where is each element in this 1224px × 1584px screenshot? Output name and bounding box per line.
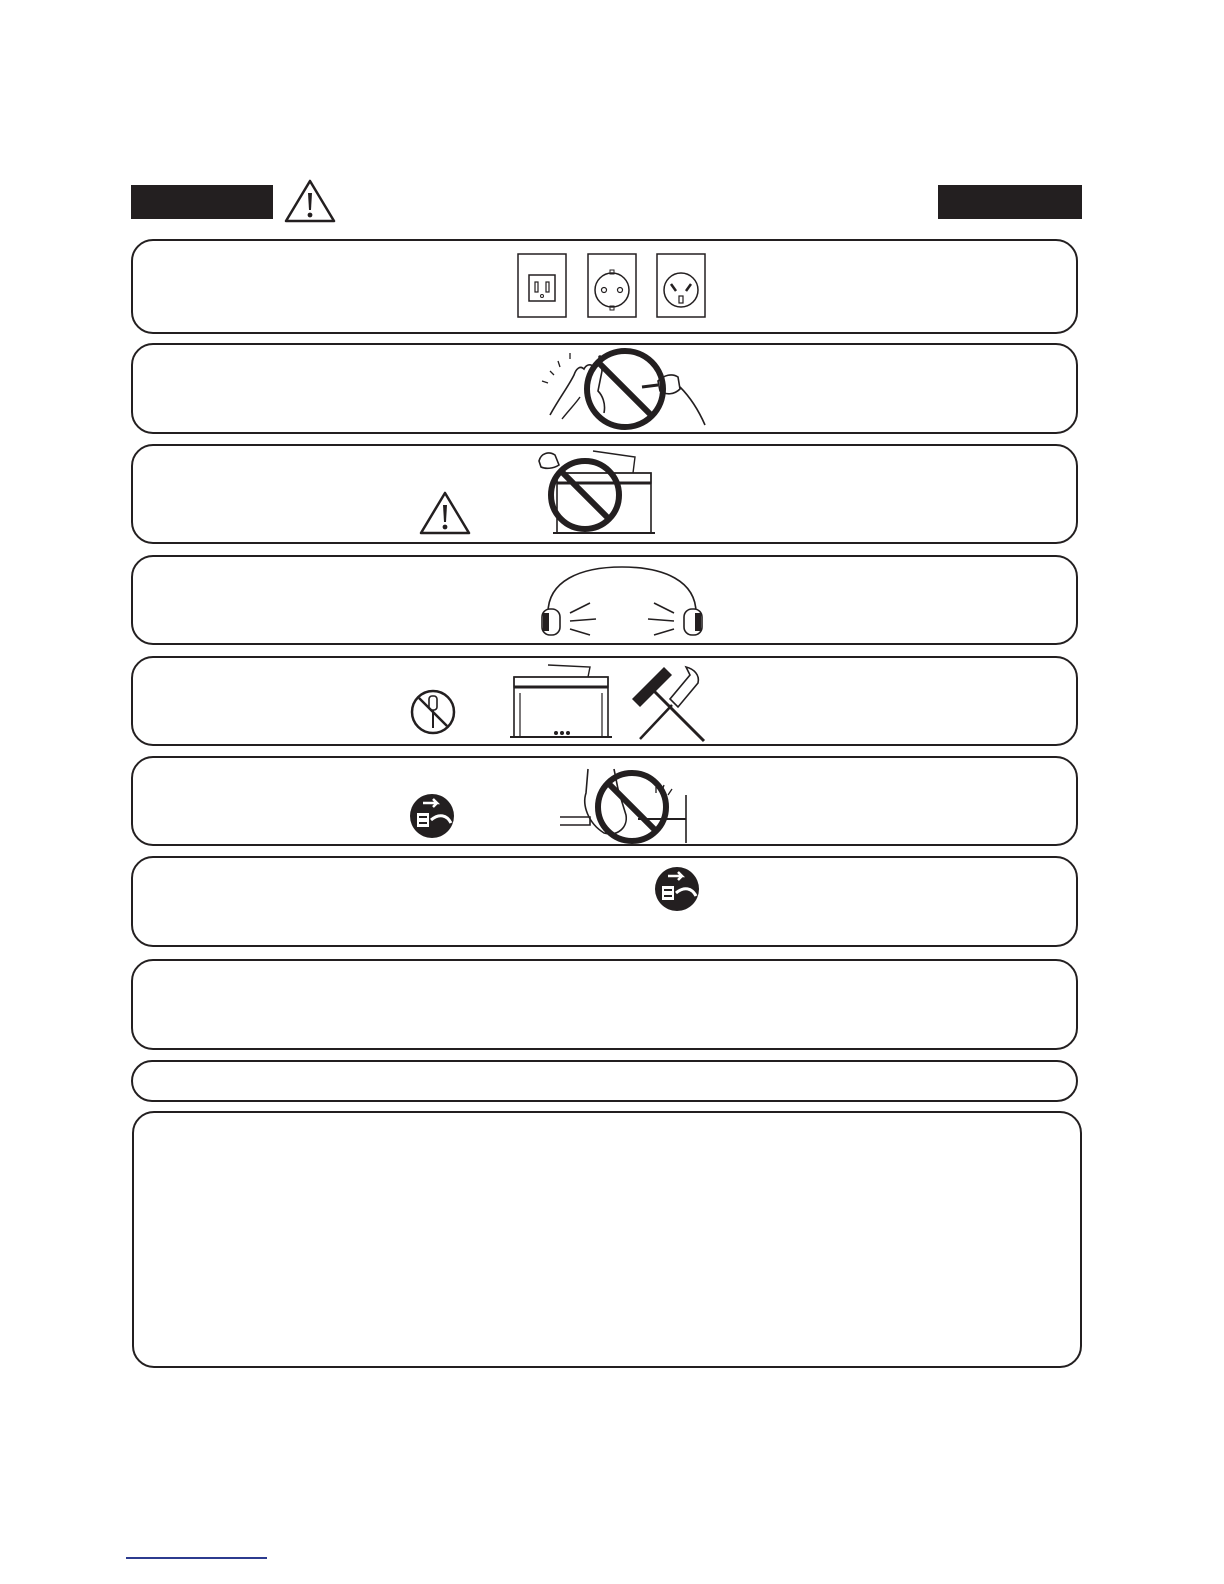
large-empty-box <box>132 1111 1082 1368</box>
us-outlet-icon <box>517 253 567 318</box>
wet-hands-plug-prohibited-icon <box>540 347 715 432</box>
empty-box-2 <box>131 1060 1078 1102</box>
vase-on-piano-prohibited-icon <box>535 447 655 539</box>
warning-triangle-icon <box>418 490 472 536</box>
unplug-icon <box>409 793 455 839</box>
tools-icon <box>628 663 716 743</box>
footer-link-underline <box>126 1557 267 1559</box>
no-disassembly-icon <box>409 688 457 736</box>
empty-box-1 <box>131 959 1078 1050</box>
warning-triangle-icon <box>283 178 337 224</box>
header-right-bar <box>938 185 1082 219</box>
pull-cord-prohibited-icon <box>560 765 690 845</box>
header-left-bar <box>131 185 273 219</box>
europe-outlet-icon <box>587 253 637 318</box>
headphones-icon <box>540 563 705 639</box>
unplug-icon <box>654 866 700 912</box>
unplug-notice-box <box>131 856 1078 947</box>
australia-outlet-icon <box>656 253 706 318</box>
digital-piano-icon <box>510 663 612 743</box>
